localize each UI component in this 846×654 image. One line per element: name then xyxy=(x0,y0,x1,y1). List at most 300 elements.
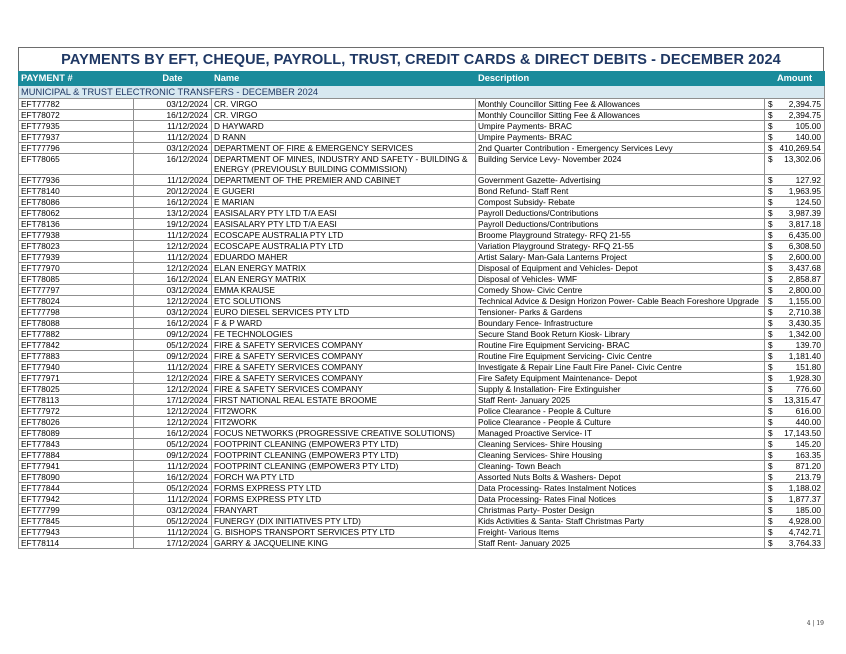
payment-amount: 1,963.95 xyxy=(788,186,821,196)
table-row xyxy=(19,505,825,516)
payment-amount-cell xyxy=(765,99,825,110)
currency-symbol: $ xyxy=(768,241,773,251)
table-row xyxy=(19,329,825,340)
payment-description: Secure Stand Book Return Kiosk- Library xyxy=(476,329,765,340)
currency-symbol: $ xyxy=(768,285,773,295)
payee-name: ELAN ENERGY MATRIX xyxy=(212,274,476,285)
currency-symbol: $ xyxy=(768,494,773,504)
currency-symbol: $ xyxy=(768,505,773,515)
payment-number: EFT77797 xyxy=(19,285,134,296)
payment-amount: 213.79 xyxy=(795,472,821,482)
currency-symbol: $ xyxy=(768,208,773,218)
payment-number: EFT77971 xyxy=(19,373,134,384)
payment-number: EFT78025 xyxy=(19,384,134,395)
payment-date: 12/12/2024 xyxy=(134,296,212,307)
currency-symbol: $ xyxy=(768,143,773,153)
payment-amount-cell xyxy=(765,296,825,307)
payment-date: 05/12/2024 xyxy=(134,516,212,527)
currency-symbol: $ xyxy=(768,516,773,526)
payment-date: 11/12/2024 xyxy=(134,494,212,505)
payee-name: CR. VIRGO xyxy=(212,110,476,121)
table-row xyxy=(19,450,825,461)
payment-date: 17/12/2024 xyxy=(134,395,212,406)
column-header-description: Description xyxy=(476,72,765,86)
payment-number: EFT77845 xyxy=(19,516,134,527)
payee-name: D RANN xyxy=(212,132,476,143)
payee-name: FOOTPRINT CLEANING (EMPOWER3 PTY LTD) xyxy=(212,461,476,472)
payment-amount: 1,181.40 xyxy=(788,351,821,361)
payment-description: Cleaning Services- Shire Housing xyxy=(476,450,765,461)
payment-date: 12/12/2024 xyxy=(134,406,212,417)
table-row xyxy=(19,219,825,230)
payee-name: FOOTPRINT CLEANING (EMPOWER3 PTY LTD) xyxy=(212,450,476,461)
currency-symbol: $ xyxy=(768,230,773,240)
table-row xyxy=(19,318,825,329)
table-row xyxy=(19,395,825,406)
payment-date: 16/12/2024 xyxy=(134,197,212,208)
table-row xyxy=(19,527,825,538)
payment-description: Managed Proactive Service- IT xyxy=(476,428,765,439)
payee-name: FUNERGY (DIX INITIATIVES PTY LTD) xyxy=(212,516,476,527)
currency-symbol: $ xyxy=(768,318,773,328)
payment-amount-cell xyxy=(765,428,825,439)
payment-number: EFT78086 xyxy=(19,197,134,208)
payment-number: EFT77937 xyxy=(19,132,134,143)
payment-date: 11/12/2024 xyxy=(134,527,212,538)
payment-description: Boundary Fence- Infrastructure xyxy=(476,318,765,329)
table-row xyxy=(19,494,825,505)
payment-date: 03/12/2024 xyxy=(134,285,212,296)
payment-number: EFT78090 xyxy=(19,472,134,483)
payment-number: EFT77844 xyxy=(19,483,134,494)
payment-date: 16/12/2024 xyxy=(134,318,212,329)
payment-date: 19/12/2024 xyxy=(134,219,212,230)
payment-number: EFT77843 xyxy=(19,439,134,450)
section-row xyxy=(19,86,825,99)
currency-symbol: $ xyxy=(768,461,773,471)
payment-number: EFT78114 xyxy=(19,538,134,549)
currency-symbol: $ xyxy=(768,428,773,438)
payment-amount-cell xyxy=(765,252,825,263)
currency-symbol: $ xyxy=(768,296,773,306)
payment-number: EFT77941 xyxy=(19,461,134,472)
table-row xyxy=(19,439,825,450)
payment-amount-cell xyxy=(765,340,825,351)
payment-amount-cell xyxy=(765,241,825,252)
payment-number: EFT77842 xyxy=(19,340,134,351)
payee-name: EASISALARY PTY LTD T/A EASI xyxy=(212,208,476,219)
payment-amount-cell xyxy=(765,132,825,143)
payment-amount: 3,764.33 xyxy=(788,538,821,548)
payment-description: Assorted Nuts Bolts & Washers- Depot xyxy=(476,472,765,483)
payment-number: EFT78088 xyxy=(19,318,134,329)
payment-amount-cell xyxy=(765,373,825,384)
payment-description: Monthly Councillor Sitting Fee & Allowances xyxy=(476,110,765,121)
payment-amount-cell xyxy=(765,285,825,296)
currency-symbol: $ xyxy=(768,538,773,548)
payment-description: Police Clearance - People & Culture xyxy=(476,417,765,428)
payee-name: DEPARTMENT OF THE PREMIER AND CABINET xyxy=(212,175,476,186)
table-row xyxy=(19,154,825,175)
payment-date: 05/12/2024 xyxy=(134,483,212,494)
payee-name: FIRST NATIONAL REAL ESTATE BROOME xyxy=(212,395,476,406)
payment-description: Technical Advice & Design Horizon Power- Cable Beach Foreshore Upgrade xyxy=(476,296,765,307)
payment-number: EFT77943 xyxy=(19,527,134,538)
payee-name: D HAYWARD xyxy=(212,121,476,132)
payment-amount-cell xyxy=(765,197,825,208)
payment-date: 05/12/2024 xyxy=(134,340,212,351)
payment-amount-cell xyxy=(765,406,825,417)
payment-date: 11/12/2024 xyxy=(134,132,212,143)
payment-date: 11/12/2024 xyxy=(134,362,212,373)
payment-number: EFT77940 xyxy=(19,362,134,373)
payment-amount-cell xyxy=(765,263,825,274)
payment-date: 17/12/2024 xyxy=(134,538,212,549)
table-row xyxy=(19,538,825,549)
payee-name: FE TECHNOLOGIES xyxy=(212,329,476,340)
payment-description: Artist Salary- Man-Gala Lanterns Project xyxy=(476,252,765,263)
currency-symbol: $ xyxy=(768,395,773,405)
payment-date: 09/12/2024 xyxy=(134,351,212,362)
payee-name: FIT2WORK xyxy=(212,417,476,428)
payment-date: 11/12/2024 xyxy=(134,175,212,186)
payment-description: Fire Safety Equipment Maintenance- Depot xyxy=(476,373,765,384)
payment-description: Kids Activities & Santa- Staff Christmas Party xyxy=(476,516,765,527)
payment-amount: 145.20 xyxy=(795,439,821,449)
payment-amount: 3,430.35 xyxy=(788,318,821,328)
column-header-date: Date xyxy=(134,72,212,86)
payment-amount: 2,858.87 xyxy=(788,274,821,284)
currency-symbol: $ xyxy=(768,472,773,482)
table-row xyxy=(19,143,825,154)
payment-number: EFT78072 xyxy=(19,110,134,121)
payee-name: EURO DIESEL SERVICES PTY LTD xyxy=(212,307,476,318)
payment-amount: 17,143.50 xyxy=(784,428,821,438)
payment-amount-cell xyxy=(765,351,825,362)
payment-date: 12/12/2024 xyxy=(134,373,212,384)
payments-table xyxy=(18,71,825,549)
payment-number: EFT77942 xyxy=(19,494,134,505)
payment-amount: 1,877.37 xyxy=(788,494,821,504)
payee-name: CR. VIRGO xyxy=(212,99,476,110)
currency-symbol: $ xyxy=(768,197,773,207)
table-row xyxy=(19,373,825,384)
table-row xyxy=(19,483,825,494)
payment-amount: 4,928.00 xyxy=(788,516,821,526)
payment-number: EFT78140 xyxy=(19,186,134,197)
currency-symbol: $ xyxy=(768,351,773,361)
payment-number: EFT77798 xyxy=(19,307,134,318)
payment-amount-cell xyxy=(765,110,825,121)
payment-description: Investigate & Repair Line Fault Fire Panel- Civic Centre xyxy=(476,362,765,373)
payment-amount: 13,302.06 xyxy=(784,154,821,164)
currency-symbol: $ xyxy=(768,329,773,339)
table-row xyxy=(19,307,825,318)
table-row xyxy=(19,197,825,208)
payment-number: EFT77935 xyxy=(19,121,134,132)
payee-name: E MARIAN xyxy=(212,197,476,208)
payment-amount: 2,394.75 xyxy=(788,110,821,120)
payment-amount-cell xyxy=(765,362,825,373)
payment-number: EFT77782 xyxy=(19,99,134,110)
payment-description: Broome Playground Strategy- RFQ 21-55 xyxy=(476,230,765,241)
payment-date: 11/12/2024 xyxy=(134,121,212,132)
column-header-amount: Amount xyxy=(765,72,825,86)
payee-name: ECOSCAPE AUSTRALIA PTY LTD xyxy=(212,230,476,241)
currency-symbol: $ xyxy=(768,373,773,383)
currency-symbol: $ xyxy=(768,154,773,164)
payment-amount-cell xyxy=(765,516,825,527)
payment-amount-cell xyxy=(765,154,825,175)
payee-name: EASISALARY PTY LTD T/A EASI xyxy=(212,219,476,230)
table-row xyxy=(19,274,825,285)
payment-amount: 105.00 xyxy=(795,121,821,131)
payment-amount-cell xyxy=(765,274,825,285)
table-row xyxy=(19,406,825,417)
payment-description: Cleaning- Town Beach xyxy=(476,461,765,472)
currency-symbol: $ xyxy=(768,439,773,449)
currency-symbol: $ xyxy=(768,340,773,350)
table-row xyxy=(19,472,825,483)
payment-number: EFT78136 xyxy=(19,219,134,230)
payment-number: EFT78062 xyxy=(19,208,134,219)
currency-symbol: $ xyxy=(768,450,773,460)
currency-symbol: $ xyxy=(768,483,773,493)
column-header-payment: PAYMENT # xyxy=(19,72,134,86)
payment-amount-cell xyxy=(765,143,825,154)
payment-amount: 151.80 xyxy=(795,362,821,372)
payment-number: EFT77882 xyxy=(19,329,134,340)
payment-date: 16/12/2024 xyxy=(134,274,212,285)
table-row xyxy=(19,241,825,252)
payment-date: 13/12/2024 xyxy=(134,208,212,219)
payee-name: EDUARDO MAHER xyxy=(212,252,476,263)
payment-amount: 2,600.00 xyxy=(788,252,821,262)
table-row xyxy=(19,175,825,186)
currency-symbol: $ xyxy=(768,527,773,537)
column-header-name: Name xyxy=(212,72,476,86)
payment-amount-cell xyxy=(765,329,825,340)
payment-number: EFT78113 xyxy=(19,395,134,406)
payment-date: 05/12/2024 xyxy=(134,439,212,450)
payment-description: Payroll Deductions/Contributions xyxy=(476,208,765,219)
payment-description: Umpire Payments- BRAC xyxy=(476,121,765,132)
payment-date: 12/12/2024 xyxy=(134,384,212,395)
table-row xyxy=(19,186,825,197)
payment-amount-cell xyxy=(765,384,825,395)
section-label: MUNICIPAL & TRUST ELECTRONIC TRANSFERS - DECEMBER 2024 xyxy=(19,86,825,99)
payment-amount: 124.50 xyxy=(795,197,821,207)
currency-symbol: $ xyxy=(768,417,773,427)
payment-description: Supply & Installation- Fire Extinguisher xyxy=(476,384,765,395)
payee-name: FORCH WA PTY LTD xyxy=(212,472,476,483)
payment-amount: 871.20 xyxy=(795,461,821,471)
table-row xyxy=(19,428,825,439)
payment-amount: 3,437.68 xyxy=(788,263,821,273)
payment-description: Payroll Deductions/Contributions xyxy=(476,219,765,230)
payee-name: EMMA KRAUSE xyxy=(212,285,476,296)
payment-number: EFT77938 xyxy=(19,230,134,241)
payment-description: Freight- Various Items xyxy=(476,527,765,538)
currency-symbol: $ xyxy=(768,406,773,416)
payment-description: Tensioner- Parks & Gardens xyxy=(476,307,765,318)
payment-amount-cell xyxy=(765,527,825,538)
payment-date: 12/12/2024 xyxy=(134,241,212,252)
payee-name: FORMS EXPRESS PTY LTD xyxy=(212,483,476,494)
currency-symbol: $ xyxy=(768,121,773,131)
payment-amount-cell xyxy=(765,219,825,230)
payment-date: 11/12/2024 xyxy=(134,230,212,241)
currency-symbol: $ xyxy=(768,362,773,372)
table-row xyxy=(19,351,825,362)
payment-amount: 1,188.02 xyxy=(788,483,821,493)
payment-date: 03/12/2024 xyxy=(134,143,212,154)
payment-description: Compost Subsidy- Rebate xyxy=(476,197,765,208)
payment-amount: 3,817.18 xyxy=(788,219,821,229)
payee-name: DEPARTMENT OF FIRE & EMERGENCY SERVICES xyxy=(212,143,476,154)
payment-description: Comedy Show- Civic Centre xyxy=(476,285,765,296)
payment-number: EFT77796 xyxy=(19,143,134,154)
payment-date: 12/12/2024 xyxy=(134,263,212,274)
table-row xyxy=(19,121,825,132)
payment-description: Bond Refund- Staff Rent xyxy=(476,186,765,197)
payment-amount: 163.35 xyxy=(795,450,821,460)
payee-name: ETC SOLUTIONS xyxy=(212,296,476,307)
currency-symbol: $ xyxy=(768,384,773,394)
payment-number: EFT78026 xyxy=(19,417,134,428)
payment-date: 03/12/2024 xyxy=(134,307,212,318)
payment-amount: 2,800.00 xyxy=(788,285,821,295)
table-row xyxy=(19,230,825,241)
payee-name: FIRE & SAFETY SERVICES COMPANY xyxy=(212,373,476,384)
payment-description: Variation Playground Strategy- RFQ 21-55 xyxy=(476,241,765,252)
payment-amount: 6,435.00 xyxy=(788,230,821,240)
payment-description: 2nd Quarter Contribution - Emergency Services Levy xyxy=(476,143,765,154)
payment-date: 09/12/2024 xyxy=(134,329,212,340)
payee-name: G. BISHOPS TRANSPORT SERVICES PTY LTD xyxy=(212,527,476,538)
table-row xyxy=(19,263,825,274)
page-number: 4 | 19 xyxy=(806,620,824,627)
payment-amount: 4,742.71 xyxy=(788,527,821,537)
payee-name: ECOSCAPE AUSTRALIA PTY LTD xyxy=(212,241,476,252)
currency-symbol: $ xyxy=(768,132,773,142)
payment-number: EFT77799 xyxy=(19,505,134,516)
payment-date: 16/12/2024 xyxy=(134,472,212,483)
payment-number: EFT78085 xyxy=(19,274,134,285)
payee-name: FIT2WORK xyxy=(212,406,476,417)
payee-name: E GUGERI xyxy=(212,186,476,197)
payment-amount-cell xyxy=(765,395,825,406)
payee-name: FOCUS NETWORKS (PROGRESSIVE CREATIVE SOLUTIONS) xyxy=(212,428,476,439)
payee-name: F & P WARD xyxy=(212,318,476,329)
payment-amount-cell xyxy=(765,307,825,318)
payment-amount: 440.00 xyxy=(795,417,821,427)
table-row xyxy=(19,208,825,219)
payment-date: 03/12/2024 xyxy=(134,505,212,516)
payment-description: Police Clearance - People & Culture xyxy=(476,406,765,417)
table-header-row xyxy=(19,72,825,86)
payment-number: EFT77884 xyxy=(19,450,134,461)
payment-amount: 410,269.54 xyxy=(779,143,821,153)
payment-amount-cell xyxy=(765,494,825,505)
payment-description: Routine Fire Equipment Servicing- Civic Centre xyxy=(476,351,765,362)
payment-number: EFT78023 xyxy=(19,241,134,252)
payment-description: Staff Rent- January 2025 xyxy=(476,538,765,549)
payment-amount: 1,342.00 xyxy=(788,329,821,339)
payment-amount: 1,928.30 xyxy=(788,373,821,383)
payment-description: Umpire Payments- BRAC xyxy=(476,132,765,143)
payment-amount: 3,987.39 xyxy=(788,208,821,218)
currency-symbol: $ xyxy=(768,175,773,185)
payment-amount-cell xyxy=(765,450,825,461)
currency-symbol: $ xyxy=(768,219,773,229)
payment-description: Staff Rent- January 2025 xyxy=(476,395,765,406)
payee-name: GARRY & JACQUELINE KING xyxy=(212,538,476,549)
payee-name: FIRE & SAFETY SERVICES COMPANY xyxy=(212,340,476,351)
payment-number: EFT78089 xyxy=(19,428,134,439)
payment-date: 16/12/2024 xyxy=(134,110,212,121)
currency-symbol: $ xyxy=(768,263,773,273)
payment-amount-cell xyxy=(765,175,825,186)
payment-date: 20/12/2024 xyxy=(134,186,212,197)
payee-name: FIRE & SAFETY SERVICES COMPANY xyxy=(212,384,476,395)
payment-amount-cell xyxy=(765,483,825,494)
payment-amount: 6,308.50 xyxy=(788,241,821,251)
payment-date: 16/12/2024 xyxy=(134,154,212,175)
payment-date: 16/12/2024 xyxy=(134,428,212,439)
payment-amount: 140.00 xyxy=(795,132,821,142)
payment-amount-cell xyxy=(765,230,825,241)
payment-amount: 127.92 xyxy=(795,175,821,185)
payment-amount: 2,710.38 xyxy=(788,307,821,317)
payment-amount: 1,155.00 xyxy=(788,296,821,306)
table-row xyxy=(19,296,825,307)
payment-amount: 2,394.75 xyxy=(788,99,821,109)
table-row xyxy=(19,285,825,296)
payment-description: Routine Fire Equipment Servicing- BRAC xyxy=(476,340,765,351)
payment-description: Christmas Party- Poster Design xyxy=(476,505,765,516)
payment-description: Data Processing- Rates Instalment Notices xyxy=(476,483,765,494)
payment-number: EFT77936 xyxy=(19,175,134,186)
payment-number: EFT78065 xyxy=(19,154,134,175)
payment-description: Disposal of Vehicles- WMF xyxy=(476,274,765,285)
table-row xyxy=(19,417,825,428)
currency-symbol: $ xyxy=(768,99,773,109)
payment-description: Data Processing- Rates Final Notices xyxy=(476,494,765,505)
payment-date: 11/12/2024 xyxy=(134,252,212,263)
payee-name: FRANYART xyxy=(212,505,476,516)
table-row xyxy=(19,99,825,110)
payment-amount-cell xyxy=(765,318,825,329)
payment-date: 09/12/2024 xyxy=(134,450,212,461)
payment-number: EFT77939 xyxy=(19,252,134,263)
payment-amount-cell xyxy=(765,538,825,549)
payment-amount-cell xyxy=(765,417,825,428)
payment-date: 12/12/2024 xyxy=(134,417,212,428)
payee-name: FOOTPRINT CLEANING (EMPOWER3 PTY LTD) xyxy=(212,439,476,450)
payment-amount: 776.60 xyxy=(795,384,821,394)
currency-symbol: $ xyxy=(768,274,773,284)
currency-symbol: $ xyxy=(768,307,773,317)
payment-number: EFT77972 xyxy=(19,406,134,417)
payee-name: FIRE & SAFETY SERVICES COMPANY xyxy=(212,351,476,362)
payment-amount-cell xyxy=(765,439,825,450)
currency-symbol: $ xyxy=(768,110,773,120)
report-title: PAYMENTS BY EFT, CHEQUE, PAYROLL, TRUST, CREDIT CARDS & DIRECT DEBITS - DECEMBER 2024 xyxy=(18,47,824,71)
currency-symbol: $ xyxy=(768,252,773,262)
payment-amount-cell xyxy=(765,461,825,472)
payment-amount: 616.00 xyxy=(795,406,821,416)
